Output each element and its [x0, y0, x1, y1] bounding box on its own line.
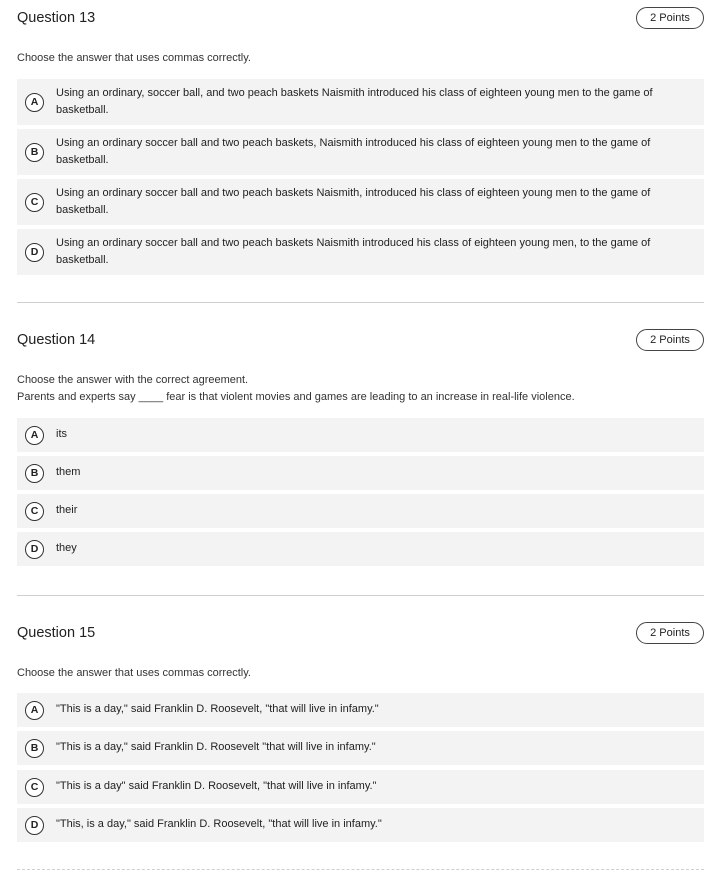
option-text: Using an ordinary soccer ball and two peach baskets Naismith introduced his class of eighteen young men, to the game of basketball.: [56, 237, 651, 266]
points-badge: 2 Points: [636, 7, 704, 29]
option-text: they: [56, 542, 77, 554]
question-title: Question 14: [17, 332, 96, 348]
section-divider: [17, 302, 704, 303]
option-text: "This is a day," said Franklin D. Roosevelt "that will live in infamy.": [56, 741, 376, 753]
question-prompt: Choose the answer that uses commas correctly.: [17, 667, 251, 679]
option-text: Using an ordinary soccer ball and two peach baskets, Naismith introduced his class of eighteen young men to the game of basketball.: [56, 137, 651, 166]
option-letter-c: C: [25, 778, 44, 797]
answer-option-d[interactable]: [17, 808, 704, 842]
answer-option-a[interactable]: [17, 693, 704, 727]
question-header: [17, 6, 704, 30]
answer-option-a[interactable]: [17, 418, 704, 452]
points-badge: 2 Points: [636, 622, 704, 644]
answer-option-b[interactable]: [17, 456, 704, 490]
answer-option-b[interactable]: [17, 129, 704, 175]
question-header: [17, 621, 704, 645]
option-letter-d: D: [25, 540, 44, 559]
option-text: Using an ordinary, soccer ball, and two peach baskets Naismith introduced his class of eighteen young men to the game of basketball.: [56, 87, 653, 116]
question-prompt-sentence: Parents and experts say ____ fear is that violent movies and games are leading to an increase in real-life violence.: [17, 391, 575, 403]
option-text: "This, is a day," said Franklin D. Roosevelt, "that will live in infamy.": [56, 818, 382, 830]
option-text: Using an ordinary soccer ball and two peach baskets Naismith, introduced his class of eighteen young men to the game of basketball.: [56, 187, 651, 216]
option-letter-a: A: [25, 701, 44, 720]
option-text: "This is a day" said Franklin D. Roosevelt, "that will live in infamy.": [56, 780, 377, 792]
points-badge: 2 Points: [636, 329, 704, 351]
question-title: Question 15: [17, 625, 96, 641]
answer-option-d[interactable]: [17, 229, 704, 275]
answer-option-c[interactable]: [17, 770, 704, 804]
option-letter-a: A: [25, 93, 44, 112]
option-letter-a: A: [25, 426, 44, 445]
question-14: [17, 328, 704, 555]
question-15: [17, 621, 704, 831]
section-divider: [17, 869, 704, 870]
question-prompt: Choose the answer with the correct agreement.: [17, 374, 249, 386]
question-title: Question 13: [17, 10, 96, 26]
answer-option-b[interactable]: [17, 731, 704, 765]
answer-option-c[interactable]: [17, 494, 704, 528]
answer-option-c[interactable]: [17, 179, 704, 225]
option-text: its: [56, 428, 67, 440]
question-13: [17, 6, 704, 266]
option-letter-b: B: [25, 143, 44, 162]
option-letter-d: D: [25, 816, 44, 835]
option-text: them: [56, 466, 81, 478]
option-letter-c: C: [25, 193, 44, 212]
option-text: "This is a day," said Franklin D. Roosevelt, "that will live in infamy.": [56, 703, 379, 715]
answer-option-d[interactable]: [17, 532, 704, 566]
answer-option-a[interactable]: [17, 79, 704, 125]
option-letter-b: B: [25, 739, 44, 758]
option-text: their: [56, 504, 78, 516]
question-prompt: Choose the answer that uses commas correctly.: [17, 52, 251, 64]
question-header: [17, 328, 704, 352]
option-letter-c: C: [25, 502, 44, 521]
section-divider: [17, 595, 704, 596]
option-letter-b: B: [25, 464, 44, 483]
option-letter-d: D: [25, 243, 44, 262]
